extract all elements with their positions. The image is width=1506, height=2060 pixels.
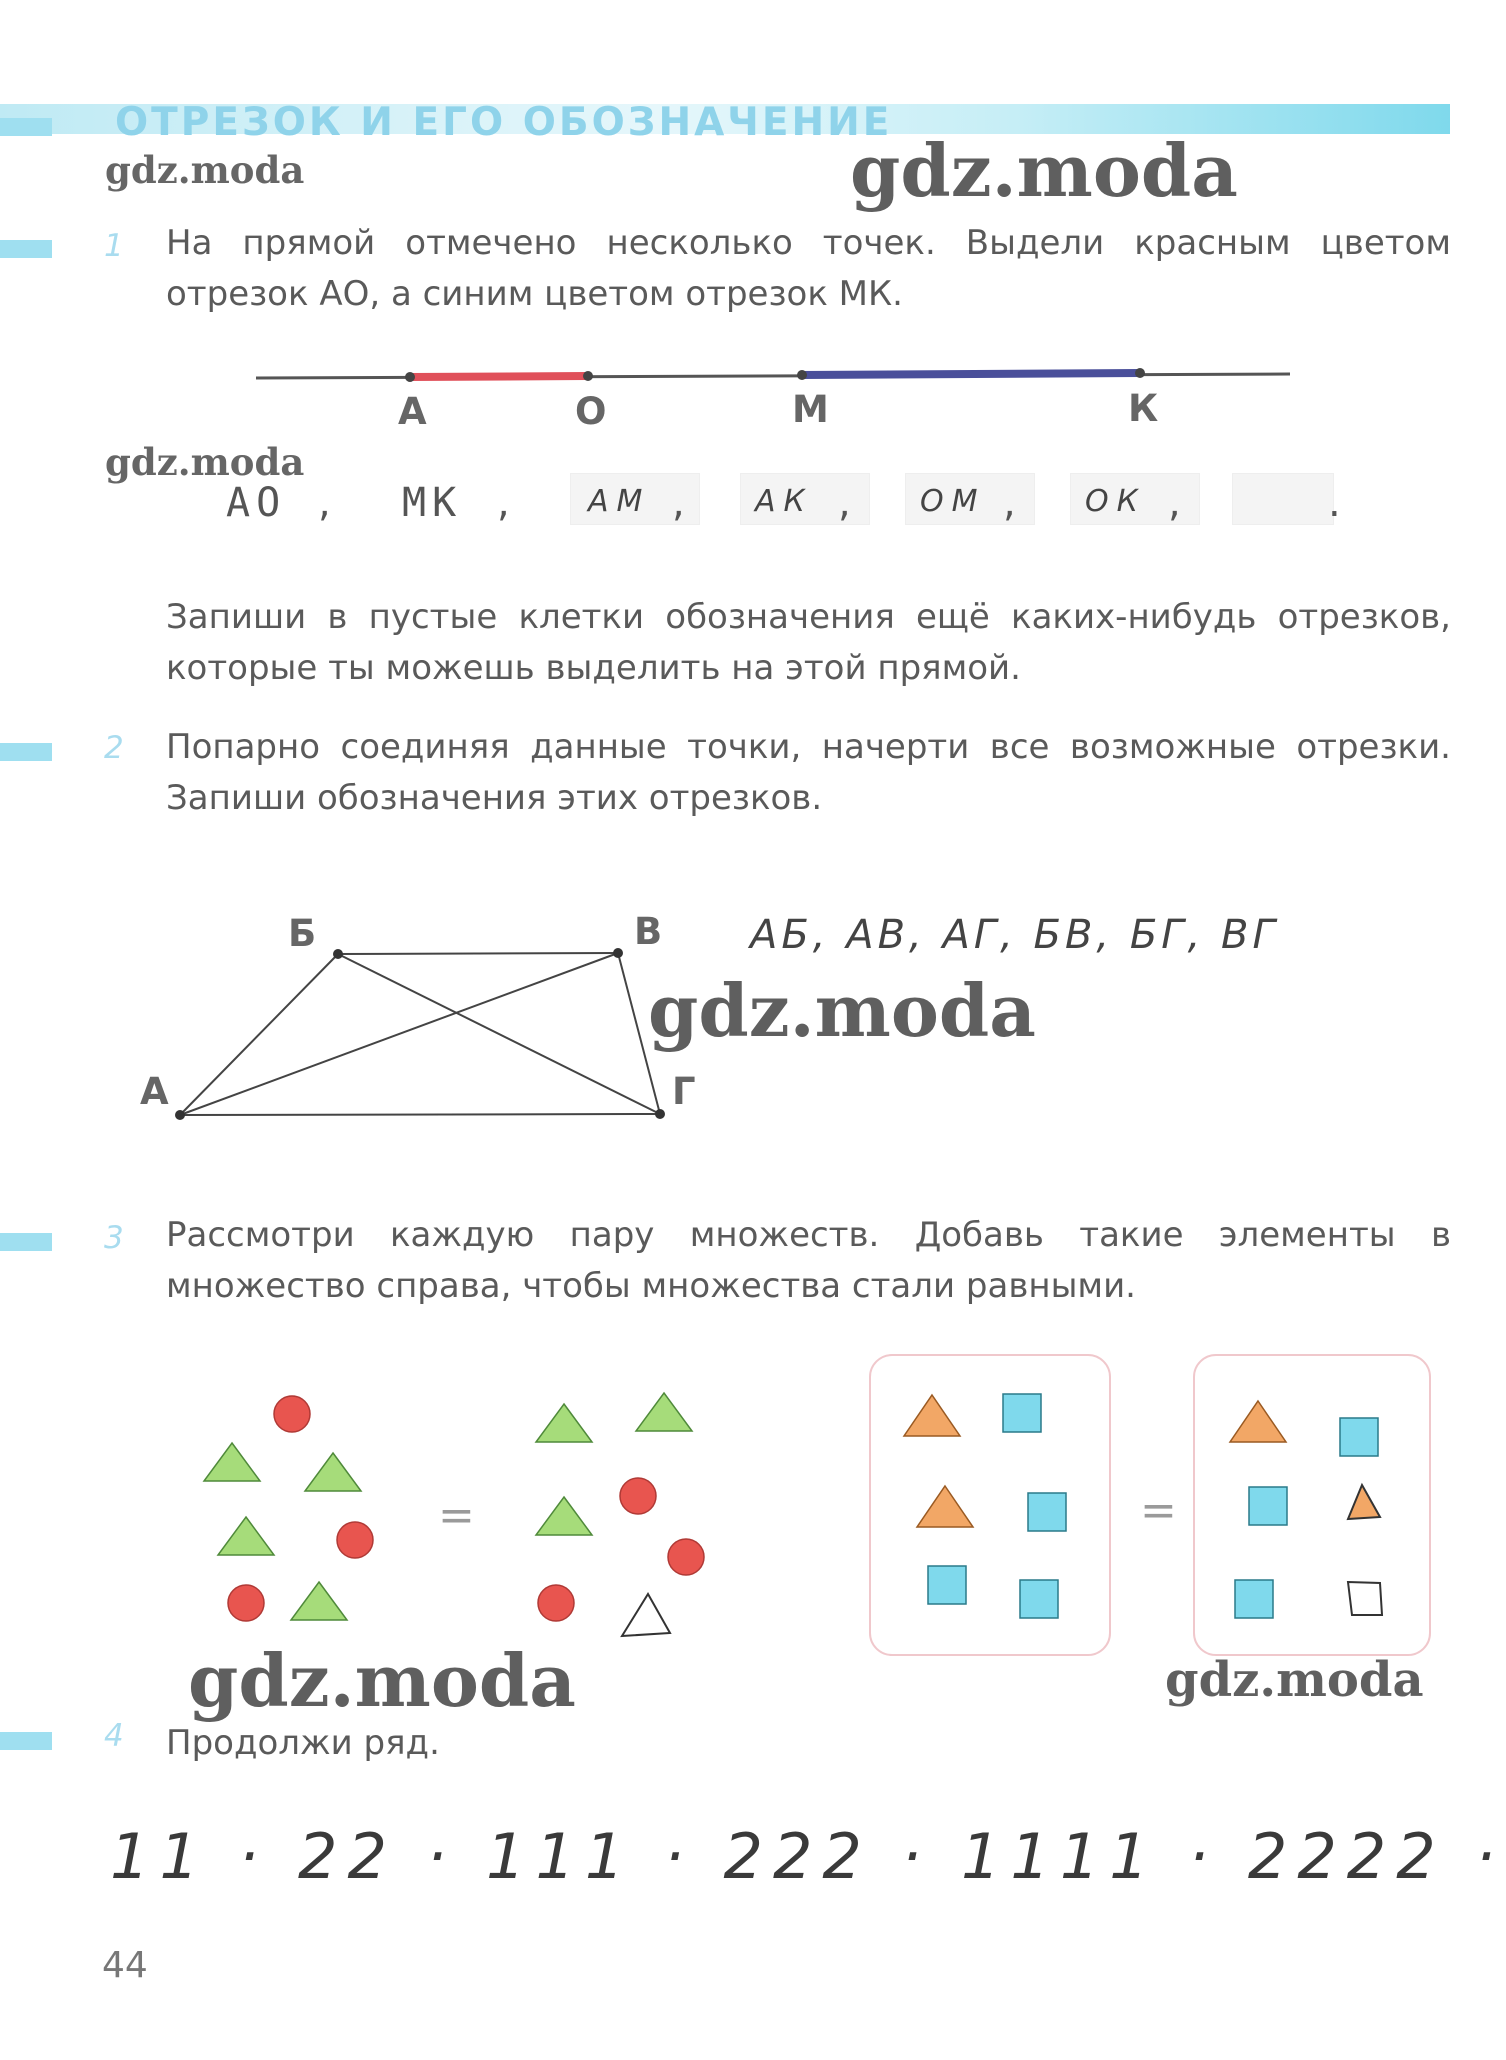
handwritten-segment: ОМ [920, 484, 986, 519]
handwritten-segment: АМ [588, 484, 651, 519]
green-triangle [305, 1453, 361, 1491]
handwritten-sequence: 11 · 22 · 111 · 222 · 1111 · 2222 · [110, 1820, 1506, 1893]
point-g [655, 1109, 665, 1119]
watermark: gdz.moda [105, 148, 305, 192]
point-label-b: Б [288, 912, 317, 955]
red-circle [228, 1585, 264, 1621]
drawn-square [1348, 1582, 1382, 1615]
point-label-k: К [1128, 387, 1159, 430]
cyan-square [1235, 1580, 1273, 1618]
green-triangle [536, 1404, 592, 1442]
cyan-square [928, 1566, 966, 1604]
task2-text: Попарно соединяя данные точки, начерти все возможные отрезки. Запиши обозначения этих отрезков. [166, 727, 1451, 818]
cyan-square [1249, 1487, 1287, 1525]
watermark: gdz.moda [648, 968, 1036, 1053]
task4-text: Продолжи ряд. [166, 1723, 440, 1763]
task-number: 4 [104, 1718, 124, 1754]
set-2-right [1230, 1401, 1382, 1618]
point-label-g: Г [672, 1070, 696, 1113]
red-circle [668, 1539, 704, 1575]
red-circle [337, 1522, 373, 1558]
set-1-left [204, 1396, 373, 1621]
watermark: gdz.moda [188, 1638, 576, 1723]
point-m [797, 370, 807, 380]
handwritten-segment: АК [755, 484, 813, 519]
green-triangle [636, 1393, 692, 1431]
page-number: 44 [102, 1945, 148, 1986]
task1-instruction: Запиши в пустые клетки обозначения ещё каких-нибудь отрезков, которые ты можешь выделить на этой прямой. [166, 597, 1451, 688]
handwritten-segment: ОК [1085, 484, 1146, 519]
page-title: ОТРЕЗОК И ЕГО ОБОЗНАЧЕНИЕ [115, 100, 893, 145]
cyan-square [1028, 1493, 1066, 1531]
green-triangle [218, 1517, 274, 1555]
task3-text: Рассмотри каждую пару множеств. Добавь такие элементы в множество справа, чтобы множества стали равными. [166, 1215, 1451, 1306]
cyan-square [1003, 1394, 1041, 1432]
point-o [583, 371, 593, 381]
equals-sign: = [1140, 1485, 1177, 1536]
task-number: 2 [104, 730, 124, 766]
watermark: gdz.moda [1165, 1652, 1424, 1708]
red-circle [274, 1396, 310, 1432]
task-number: 3 [104, 1220, 124, 1256]
set-2-left [904, 1394, 1066, 1618]
watermark: gdz.moda [850, 128, 1238, 213]
point-label-m: М [792, 388, 829, 431]
green-triangle [291, 1582, 347, 1620]
segment-label: МК [402, 480, 463, 526]
cyan-square [1340, 1418, 1378, 1456]
set-box-left [870, 1355, 1110, 1655]
point-label-o: О [575, 390, 607, 433]
red-circle [538, 1585, 574, 1621]
comma: , [838, 480, 851, 526]
orange-triangle [904, 1395, 960, 1436]
orange-triangle [917, 1486, 973, 1527]
drawn-triangle [622, 1594, 670, 1636]
point-a [175, 1110, 185, 1120]
watermark: gdz.moda [105, 440, 305, 484]
comma: , [318, 480, 331, 526]
green-triangle [536, 1497, 592, 1535]
comma: , [497, 480, 510, 526]
blue-segment [802, 373, 1140, 375]
comma: , [1168, 480, 1181, 526]
point-v [613, 948, 623, 958]
segment-label: АО [226, 480, 287, 526]
point-label-a: А [140, 1070, 169, 1113]
point-label-v: В [634, 910, 663, 953]
green-triangle [204, 1443, 260, 1481]
orange-triangle [1230, 1401, 1286, 1442]
task-number: 1 [104, 228, 124, 264]
set-box-right [1194, 1355, 1430, 1655]
task1-text: На прямой отмечено несколько точек. Выдели красным цветом отрезок АО, а синим цветом отрезок МК. [166, 223, 1451, 314]
drawn-orange-triangle [1348, 1485, 1380, 1519]
point-k [1135, 368, 1145, 378]
segments-figure [180, 953, 660, 1115]
comma: , [1003, 480, 1016, 526]
point-label-a: А [398, 390, 427, 433]
red-circle [620, 1478, 656, 1514]
handwritten-answer: АБ, АВ, АГ, БВ, БГ, ВГ [750, 912, 1279, 958]
period: . [1328, 480, 1341, 526]
red-segment [410, 376, 588, 377]
point-a [405, 372, 415, 382]
set-1-right [536, 1393, 704, 1636]
equals-sign: = [438, 1490, 475, 1541]
cyan-square [1020, 1580, 1058, 1618]
point-b [333, 949, 343, 959]
comma: , [672, 480, 685, 526]
